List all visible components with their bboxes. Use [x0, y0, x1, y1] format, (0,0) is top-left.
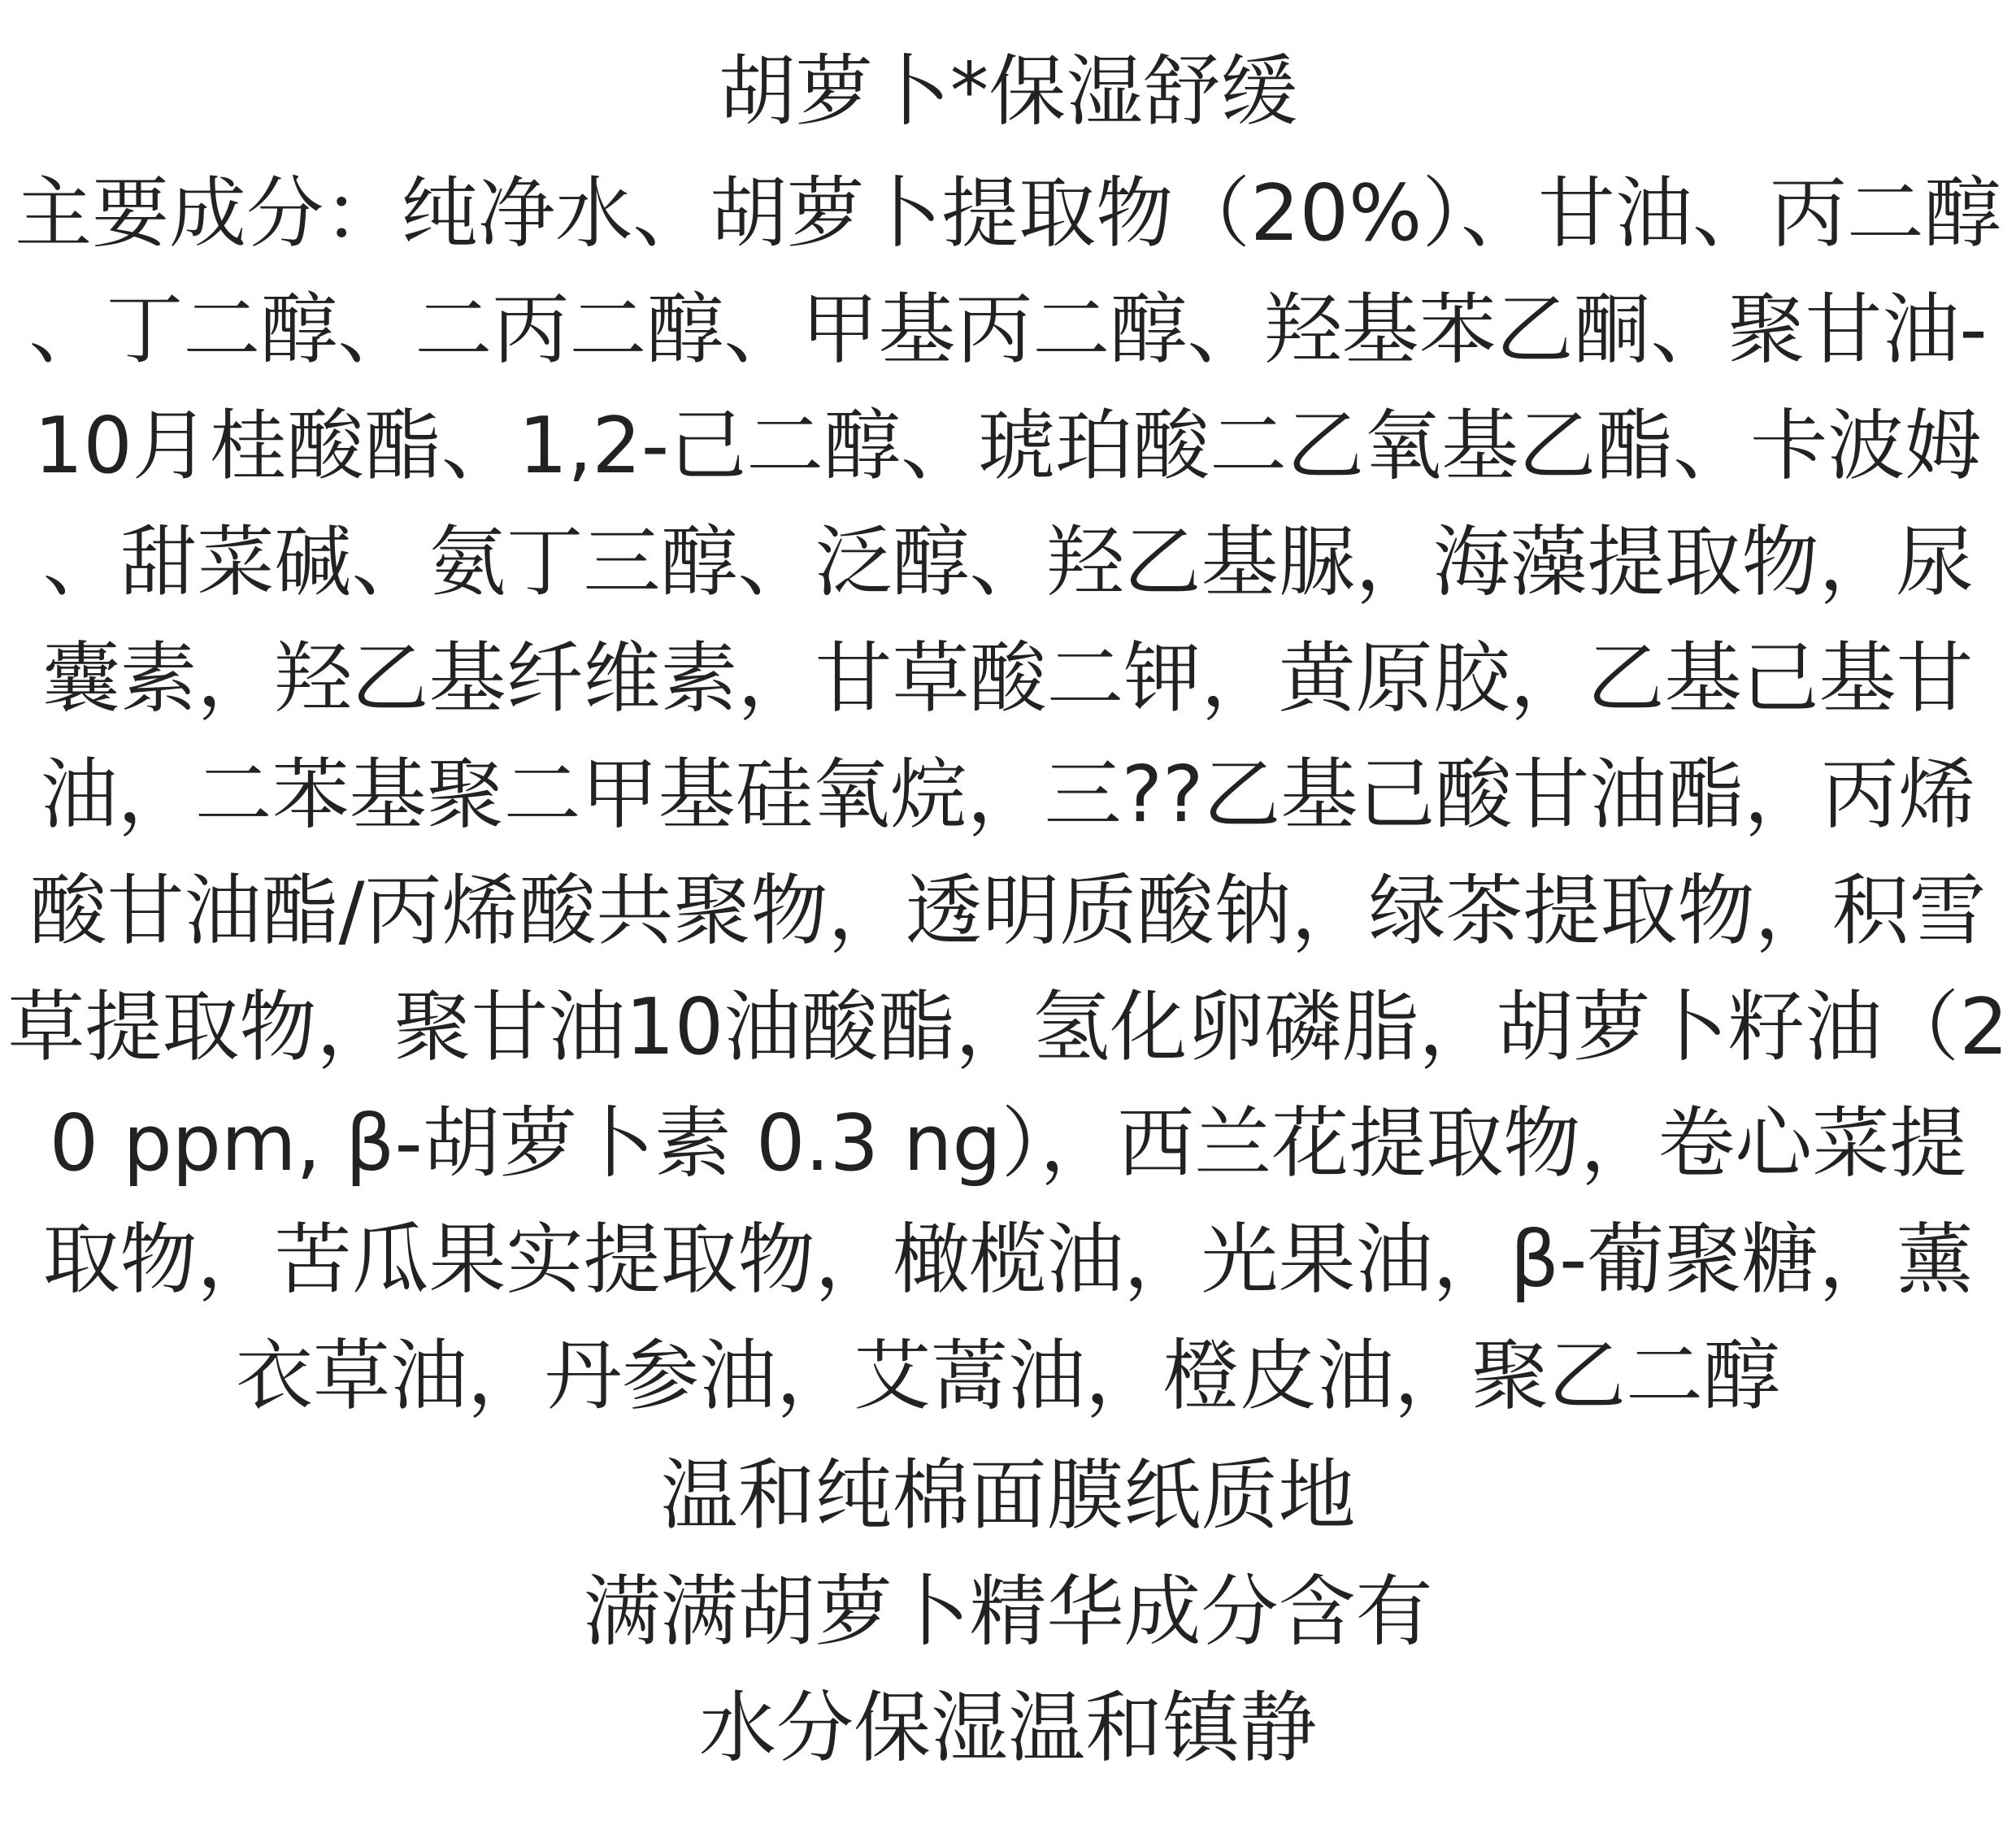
ingredients-line-6: 油，二苯基聚二甲基硅氧烷，三??乙基己酸甘油酯，丙烯	[40, 750, 1976, 840]
ingredients-line-2: 、丁二醇、二丙二醇、甲基丙二醇、羟基苯乙酮、聚甘油-	[28, 285, 1988, 375]
ingredients-line-4: 、甜菜碱、氨丁三醇、泛醇、羟乙基脲，海藻提取物，尿	[42, 518, 1974, 607]
ingredients-line-1: 主要成分：纯净水、胡萝卜提取物（20%）、甘油、丙二醇	[15, 169, 2001, 259]
description-line-3: 水分保湿温和镇静	[698, 1684, 1317, 1773]
ingredients-line-7: 酸甘油酯/丙烯酸共聚物，透明质酸钠，绿茶提取物，积雪	[29, 867, 1987, 956]
description-line-1: 温和纯棉面膜纸质地	[660, 1451, 1356, 1541]
ingredients-line-10: 取物，苦瓜果实提取物，橄榄油，光果油，β-葡聚糖，薰	[42, 1215, 1974, 1305]
description-line-2: 满满胡萝卜精华成分含有	[583, 1567, 1433, 1657]
page-title: 胡萝卜*保湿舒缓	[718, 47, 1298, 137]
ingredients-line-8: 草提取物，聚甘油10油酸酯，氢化卵磷脂，胡萝卜籽油（2	[7, 983, 2009, 1072]
ingredients-line-5: 囊素，羟乙基纤维素，甘草酸二钾，黄原胶，乙基己基甘	[42, 634, 1974, 724]
ingredients-line-9: 0 ppm, β-胡萝卜素 0.3 ng），西兰花提取物，卷心菜提	[49, 1099, 1967, 1189]
ingredients-line-3: 10月桂酸酯、1,2-己二醇、琥珀酸二乙氧基乙酯、卡波姆	[33, 402, 1983, 491]
ingredients-line-11: 衣草油，丹参油，艾蒿油，橙皮油，聚乙二醇	[235, 1332, 1780, 1421]
